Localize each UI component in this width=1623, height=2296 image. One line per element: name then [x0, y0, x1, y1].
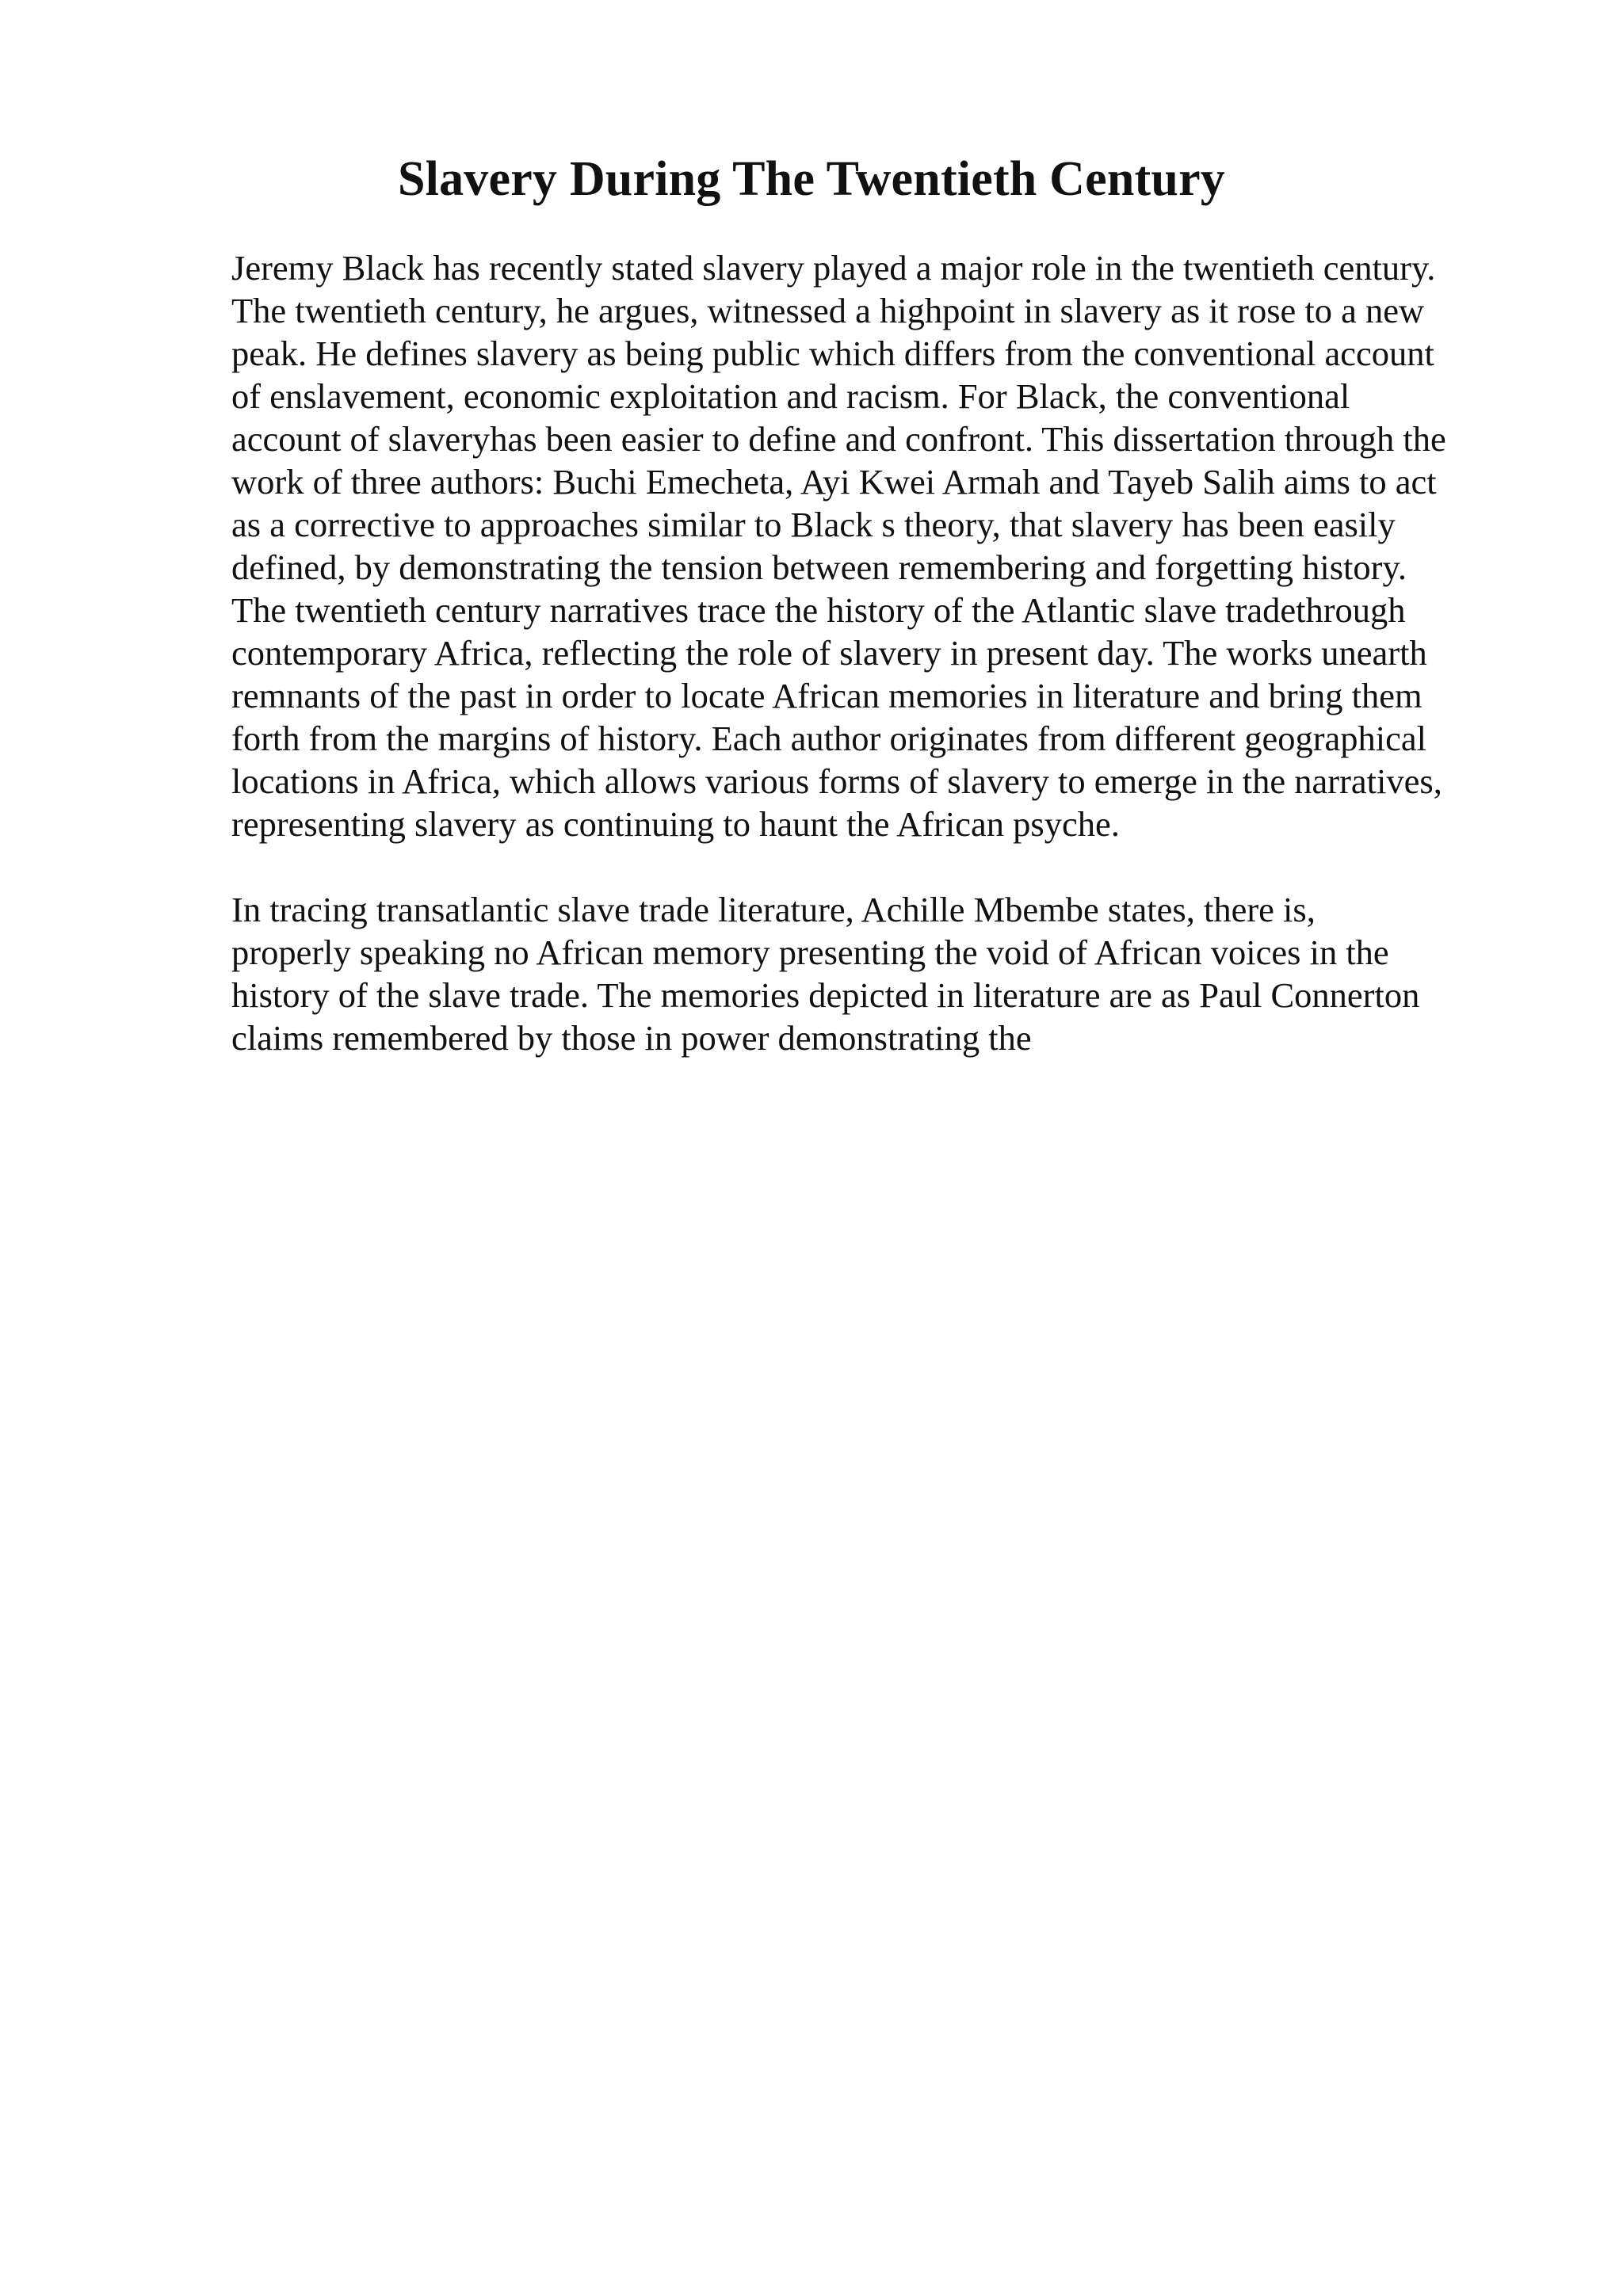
- paragraph-line: contemporary Africa, reflecting the role of slavery in present day. The works unearth: [231, 633, 1427, 673]
- paragraph-line: history of the slave trade. The memories depicted in literature are as Paul Connerton: [231, 975, 1420, 1015]
- paragraph-line: account of slaveryhas been easier to define and confront. This dissertation through the: [231, 419, 1446, 459]
- paragraph-line: forth from the margins of history. Each author originates from different geographical: [231, 719, 1427, 758]
- paragraph-line: locations in Africa, which allows various forms of slavery to emerge in the narratives,: [231, 761, 1442, 801]
- document-title: Slavery During The Twentieth Century: [397, 152, 1225, 206]
- paragraph-1: [231, 246, 1515, 845]
- paragraph-line: as a corrective to approaches similar to Black s theory, that slavery has been easily: [231, 505, 1396, 544]
- paragraph-line: peak. He defines slavery as being public which differs from the conventional account: [231, 334, 1434, 373]
- paragraph-line: defined, by demonstrating the tension between remembering and forgetting history.: [231, 547, 1407, 587]
- paragraph-line: properly speaking no African memory presenting the void of African voices in the: [231, 933, 1389, 972]
- paragraph-line: work of three authors: Buchi Emecheta, Ayi Kwei Armah and Tayeb Salih aims to act: [231, 462, 1437, 502]
- paragraph-line: claims remembered by those in power demonstrating the: [231, 1018, 1032, 1058]
- paragraph-line: of enslavement, economic exploitation and racism. For Black, the conventional: [231, 376, 1350, 416]
- document-body: [231, 246, 1515, 1059]
- paragraph-line: remnants of the past in order to locate African memories in literature and bring them: [231, 676, 1423, 715]
- paragraph-line: Jeremy Black has recently stated slavery played a major role in the twentieth century.: [231, 248, 1436, 288]
- paragraph-line: The twentieth century, he argues, witnessed a highpoint in slavery as it rose to a new: [231, 291, 1425, 330]
- paragraph-line: In tracing transatlantic slave trade literature, Achille Mbembe states, there is,: [231, 890, 1316, 929]
- paragraph-line: representing slavery as continuing to haunt the African psyche.: [231, 804, 1120, 844]
- paragraph-line: The twentieth century narratives trace the history of the Atlantic slave tradethrough: [231, 590, 1406, 630]
- paragraph-2: [231, 888, 1515, 1059]
